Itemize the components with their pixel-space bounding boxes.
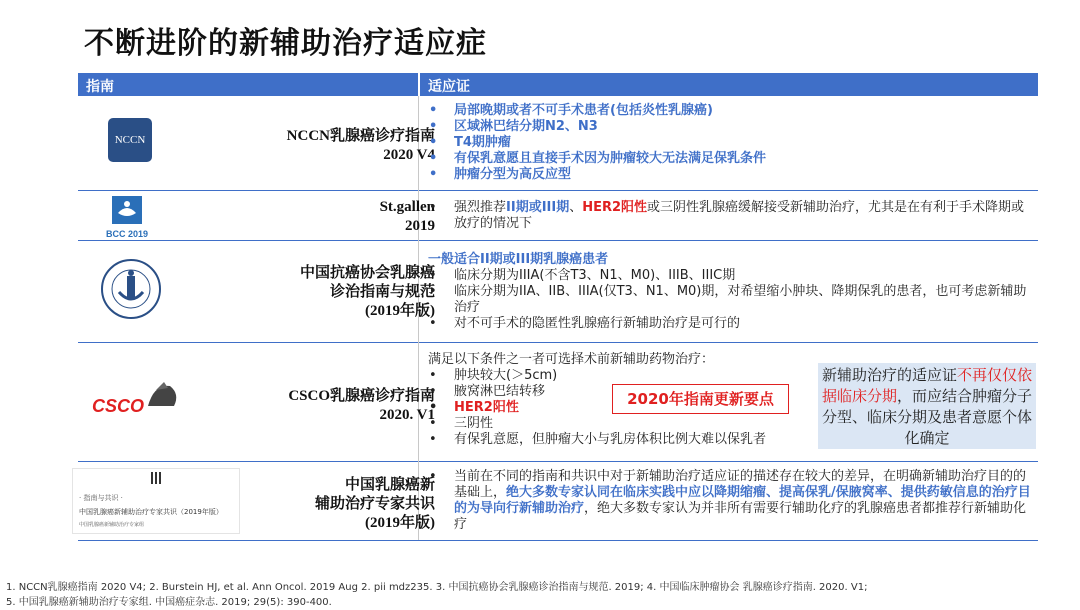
page-title: 不断进阶的新辅助治疗适应症 <box>84 26 487 61</box>
guide-title-2: 诊治指南与规范 <box>329 284 435 300</box>
text: 当前在不同的指南和共识中对于新辅助治疗适应证的描述存在较大的差异，在明确新辅助治疗目的的基础上， <box>454 469 1027 500</box>
guide-version: 2020. V1 <box>379 407 435 423</box>
list-item: • 对不可手术的隐匿性乳腺癌行新辅助治疗是可行的 <box>428 316 1033 332</box>
callout-box <box>818 363 1036 449</box>
text: 或三阴性乳腺癌缓解接受新辅助治疗，尤其是在有利于手术降期或放疗的情况下 <box>454 200 1025 231</box>
nccn-indications <box>428 103 1033 183</box>
list-item: • T4期肿瘤 <box>428 135 1033 151</box>
guide-name-consensus <box>315 476 435 533</box>
bcc-logo-text: BCC 2019 <box>105 229 149 239</box>
guide-title-2: 辅助治疗专家共识 <box>314 496 435 512</box>
highlight-stage: II期或III期 <box>506 200 570 215</box>
doc-tag: · 指南与共识 · <box>79 494 123 502</box>
guide-version: (2019年版) <box>365 303 435 319</box>
references <box>6 580 867 610</box>
guide-name-nccn <box>287 127 435 165</box>
guide-name-csco <box>288 387 435 425</box>
nccn-logo-text: NCCN <box>114 134 146 146</box>
table-header <box>78 73 1038 96</box>
list-item: • 临床分期为IIIA(不含T3、N1、M0)、IIIB、IIIC期 <box>428 268 1033 284</box>
reference-line: 1. NCCN乳腺癌指南 2020 V4; 2. Burstein HJ, et al. Ann Oncol. 2019 Aug 2. pii mdz235. 3. 中国抗癌协会乳腺癌诊治指南与规范. 2019; 4. 中国临床肿瘤协会 乳腺癌诊疗指南. 2020. V1; <box>6 582 868 593</box>
guide-title: 中国抗癌协会乳腺癌 <box>299 265 435 281</box>
guide-name-caca <box>300 264 435 321</box>
list-item <box>428 469 1033 533</box>
doc-title: 中国乳腺癌新辅助治疗专家共识（2019年版） <box>79 508 223 516</box>
doc-subtitle: 中国乳腺癌新辅助治疗专家组 <box>79 522 145 528</box>
text: 强烈推荐 <box>454 200 507 215</box>
consensus-indications <box>428 469 1033 533</box>
header-indication: 适应证 <box>428 79 470 95</box>
list-item: • 腋窝淋巴结转移 <box>428 384 808 400</box>
stgallen-indications <box>428 200 1033 232</box>
caca-logo <box>100 258 162 324</box>
update-badge: 2020年指南更新要点 <box>612 384 789 414</box>
guide-title: CSCO乳腺癌诊疗指南 <box>288 388 435 404</box>
header-guide: 指南 <box>86 79 114 95</box>
list-item <box>428 200 1033 232</box>
bcc-logo-icon <box>104 195 150 225</box>
guide-version: 2020 V4 <box>383 147 435 163</box>
caca-heading: 一般适合II期或III期乳腺癌患者 <box>428 252 609 267</box>
list-item: • 有保乳意愿且直接手术因为肿瘤较大无法满足保乳条件 <box>428 151 1033 167</box>
bcc-logo <box>104 195 150 237</box>
guide-name-stgallen <box>380 198 435 236</box>
guide-title: 中国乳腺癌新 <box>344 477 435 493</box>
list-item: • HER2阳性 <box>428 400 808 416</box>
guide-title: NCCN乳腺癌诊疗指南 <box>286 128 435 144</box>
callout-text: ，而应结合肿瘤分子分型、临床分期及患者意愿个体化确定 <box>821 387 1033 447</box>
list-item: • 肿瘤分型为高反应型 <box>428 167 1033 183</box>
list-item: • 有保乳意愿，但肿瘤大小与乳房体积比例大难以保乳者 <box>428 432 808 448</box>
list-item: • 肿块较大(＞5cm) <box>428 368 808 384</box>
callout-text: 新辅助治疗的适应证 <box>821 366 957 384</box>
nccn-logo <box>108 118 152 162</box>
csco-intro: 满足以下条件之一者可选择术前新辅助药物治疗： <box>428 352 715 367</box>
highlight-her2: HER2阳性 <box>582 200 648 215</box>
caca-emblem-icon <box>100 258 162 320</box>
consensus-doc-thumbnail <box>72 468 240 534</box>
callout-highlight: 不再仅仅依据临床分期 <box>821 366 1033 405</box>
csco-logo-text: CSCO <box>92 396 145 416</box>
list-item: • 临床分期为IIA、IIB、IIIA(仅T3、N1、M0)期，对希望缩小肿块、降期保乳的患者，也可考虑新辅助治疗 <box>428 284 1033 316</box>
highlight-text: 绝大多数专家认同在临床实践中应以降期缩瘤、提高保乳/保腋窝率、提供药敏信息的治疗目的为导向行新辅助治疗 <box>454 485 1031 516</box>
caca-indications <box>428 252 1033 332</box>
list-item: • 区域淋巴结分期N2、N3 <box>428 119 1033 135</box>
list-item: • 三阴性 <box>428 416 808 432</box>
csco-logo <box>90 380 182 420</box>
guide-version: (2019年版) <box>365 515 435 531</box>
text: 、 <box>569 200 583 215</box>
reference-line: 5. 中国乳腺癌新辅助治疗专家组. 中国癌症杂志. 2019; 29(5): 390-400. <box>6 597 332 608</box>
text: ，绝大多数专家认为并非所有需要行辅助化疗的乳腺癌患者都推荐行新辅助化疗 <box>454 501 1027 532</box>
qr-code-icon <box>151 472 163 484</box>
header-divider <box>418 73 420 96</box>
guide-version: 2019 <box>405 218 435 234</box>
guide-title: St.gallen <box>379 199 435 215</box>
list-item: • 局部晚期或者不可手术患者(包括炎性乳腺癌) <box>428 103 1033 119</box>
